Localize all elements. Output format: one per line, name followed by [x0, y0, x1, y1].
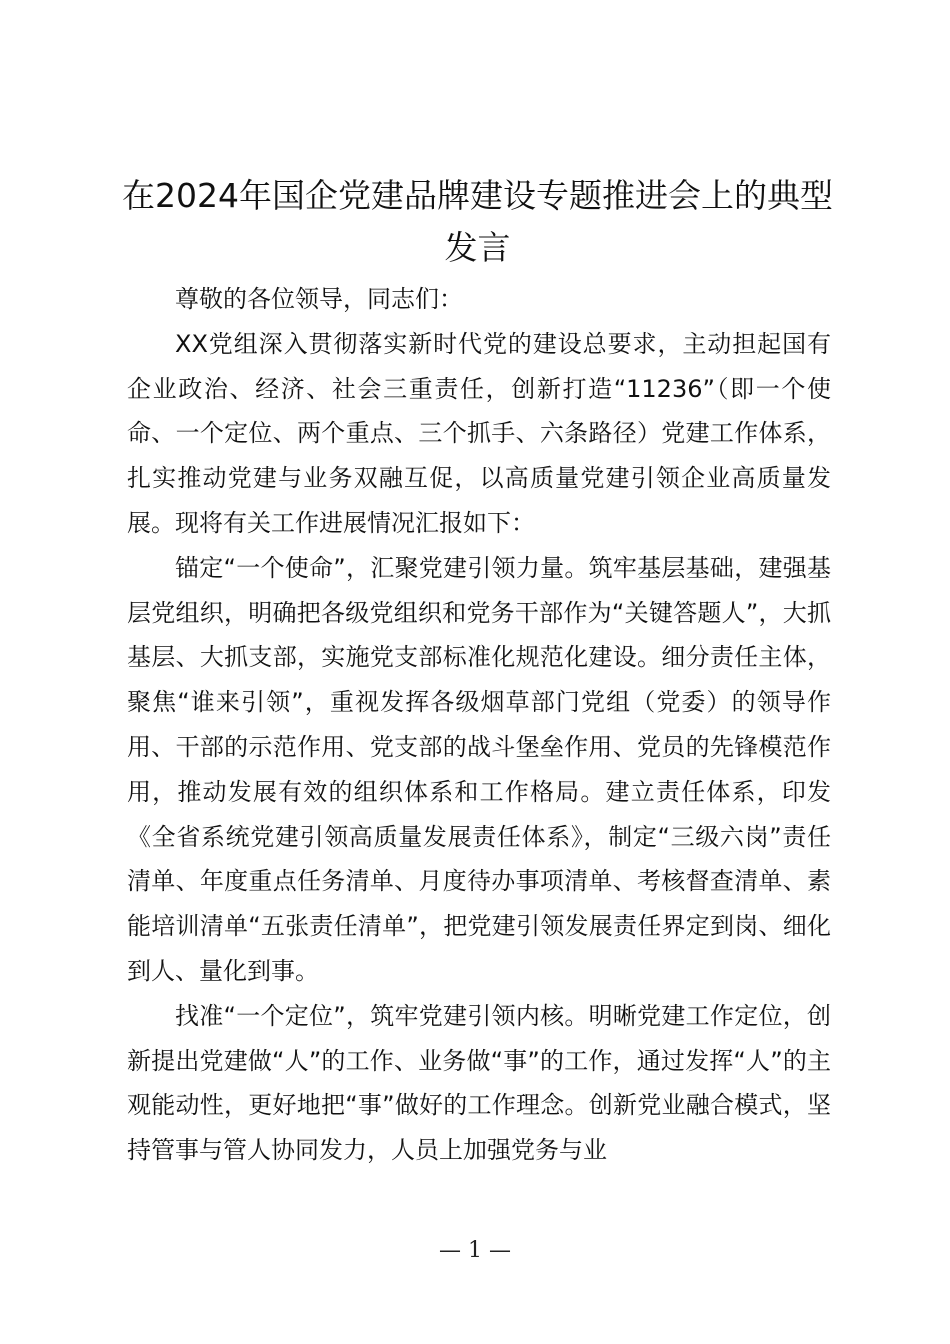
paragraph-mission: 锚定“一个使命”，汇聚党建引领力量。筑牢基层基础，建强基层党组织，明确把各级党组织和党务干部作为“关键答题人”，大抓基层、大抓支部，实施党支部标准化规范化建设。细分责任主体，聚焦“谁来引领”，重视发挥各级烟草部门党组（党委）的领导作用、干部的示范作用、党支部的战斗堡垒作用、党员的先锋模范作用，推动发展有效的组织体系和工作格局。建立责任体系，印发《全省系统党建引领高质量发展责任体系》，制定“三级六岗”责任清单、年度重点任务清单、月度待办事项清单、考核督查清单、素能培训清单“五张责任清单”，把党建引领发展责任界定到岗、细化到人、量化到事。 — [127, 553, 831, 985]
paragraph-intro: XX党组深入贯彻落实新时代党的建设总要求，主动担起国有企业政治、经济、社会三重责任，创新打造“11236”（即一个使命、一个定位、两个重点、三个抓手、六条路径）党建工作体系，扎实推动党建与业务双融互促，以高质量党建引领企业高质量发展。现将有关工作进展情况汇报如下： — [127, 329, 831, 537]
page-number: — 1 — — [439, 1238, 511, 1263]
salutation: 尊敬的各位领导，同志们： — [175, 285, 463, 313]
document-body — [127, 277, 831, 1173]
document-title: 在2024年国企党建品牌建设专题推进会上的典型发言 — [122, 176, 833, 267]
paragraph-positioning: 找准“一个定位”，筑牢党建引领内核。明晰党建工作定位，创新提出党建做“人”的工作、业务做“事”的工作，通过发挥“人”的主观能动性，更好地把“事”做好的工作理念。创新党业融合模式，坚持管事与管人协同发力，人员上加强党务与业 — [127, 1001, 831, 1165]
